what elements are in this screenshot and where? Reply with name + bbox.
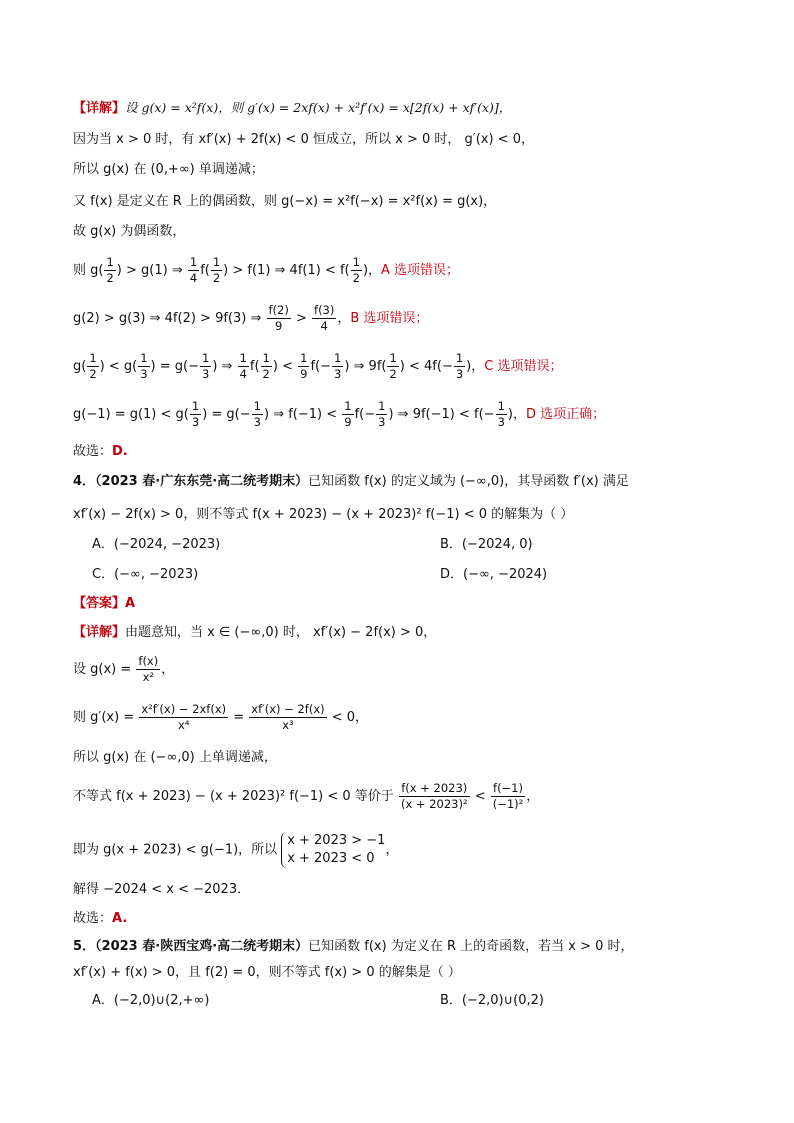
detail-line-6: 则 g( $\frac{1}{2}$ ) > g(1) ⇒ $\frac{1}{4}$ f( $\frac{1}{2}$ ) > f(1) ⇒ 4f(1) < f( $\frac{1}{2}$ )，A 选项错误； [73,255,460,285]
fraction: $\frac{1}{3}$ [497,399,505,429]
fraction: $\frac{1}{3}$ [202,351,210,381]
answer-choice: D. [112,444,128,459]
fraction: $\frac{1}{2}$ [212,255,221,285]
question-5-stem-line-1: 5．（2023 春·陕西宝鸡·高二统考期末）已知函数 f(x) 为定义在 R 上的奇函数，若当 x > 0 时， [73,939,634,954]
fraction: $\frac{1}{2}$ [389,351,397,381]
fraction: $\frac{\text{x²f′(x) − 2xf(x)}}{\text{x⁴}}$ [141,702,227,732]
fraction: $\frac{1}{2}$ [89,351,97,381]
question-4-answer [73,594,734,614]
detail-tag: 【详解】 [73,625,126,640]
question-4-detail-line-2: 设 g(x) = $\frac{f(x)}{\text{x²}}$ ， [73,654,175,684]
question-number: 5． [73,939,96,954]
option-verdict: D 选项正确； [525,407,606,422]
answer-tag: 【答案】 [73,596,126,611]
question-4-detail-line-7: 解得 −2024 < x < −2023． [73,882,251,897]
question-4-detail-line-1: 【详解】由题意知，当 x ∈ (−∞,0) 时， xf′(x) − 2f(x) > 0， [73,625,437,640]
fraction: $\frac{f(x)}{\text{x²}}$ [138,654,159,684]
fraction: $\frac{xf'(x) - 2f(x)}{\text{x³}}$ [251,702,325,732]
answer-choice: A. [112,911,128,926]
question-4-detail-line-3: 则 g′(x) = $\frac{\text{x²f′(x) − 2xf(x)}}{\text{x⁴}}$ = $\frac{xf'(x) - 2f(x)}{\text{x³}}$ < 0， [73,702,369,732]
option-b: B．(−2,0)∪(0,2) [440,993,544,1008]
fraction: $\frac{1}{3}$ [191,399,200,429]
fraction: $\frac{1}{2}$ [106,255,114,285]
fraction: $\frac{f(-1)}{\text{(−1)²}}$ [492,781,524,811]
option-d: D．(−∞, −2024) [440,567,548,582]
question-4-options-row-2 [92,565,734,585]
question-5-stem-line-2: xf′(x) + f(x) > 0，且 f(2) = 0，则不等式 f(x) > 0 的解集是（ ） [73,965,461,980]
question-4-detail-line-6: 即为 g(x + 2023) < g(−1)，所以 x + 2023 > −1 x + 2023 < 0 ， [73,833,399,866]
question-5-options-row-1 [92,991,734,1011]
detail-line-8: g( $\frac{1}{2}$ ) < g( $\frac{1}{3}$ ) = g(− $\frac{1}{3}$ ) ⇒ $\frac{1}{4}$ f( $\frac{1}{2}$ ) < $\frac{1}{9}$ f(− $\frac{1}{3}$ ) ⇒ 9f( $\frac{1}{2}$ ) < 4f(− $\frac{1}{3}$ )，C 选项错误； [73,351,563,381]
detail-line-2: 因为当 x > 0 时，有 xf′(x) + 2f(x) < 0 恒成立，所以 x > 0 时， g′(x) < 0， [73,132,534,147]
fraction: $\frac{1}{3}$ [378,399,386,429]
fraction: $\frac{1}{2}$ [352,255,360,285]
fraction: $\frac{1}{3}$ [140,351,148,381]
detail-tag: 【详解】 [73,101,126,116]
question-source: （2023 春·广东东莞·高二统考期末） [95,474,309,489]
detail-line-1: 【详解】设 g(x) = x²f(x)，则 g′(x) = 2xf(x) + x²f′(x) = x[2f(x) + xf′(x)]， [73,100,512,116]
fraction: $\frac{f(3)}{4}$ [314,303,335,333]
question-4-stem-line-2: xf′(x) − 2f(x) > 0，则不等式 f(x + 2023) − (x + 2023)² f(−1) < 0 的解集为（ ） [73,507,574,522]
inequality-system: x + 2023 > −1 x + 2023 < 0 [281,832,385,868]
question-4-stem-line-1: 4．（2023 春·广东东莞·高二统考期末）已知函数 f(x) 的定义域为 (−∞,0)，其导函数 f′(x) 满足 [73,474,629,489]
detail-line-10: 故选：D. [73,444,128,459]
question-4-detail-line-5: 不等式 f(x + 2023) − (x + 2023)² f(−1) < 0 等价于 $\frac{f(x + 2023)}{\text{(x + 2023)²}}$ < $\frac{f(-1)}{\text{(−1)²}}$ ， [73,781,540,811]
fraction: $\frac{1}{3}$ [253,399,261,429]
question-4-detail-line-8: 故选：A. [73,911,128,926]
option-verdict: A 选项错误； [381,263,460,278]
fraction: $\frac{f(x + 2023)}{\text{(x + 2023)²}}$ [400,781,468,811]
detail-line-5: 故 g(x) 为偶函数， [73,224,186,239]
option-verdict: C 选项错误； [484,359,563,374]
option-a: A．(−2,0)∪(2,+∞) [92,993,210,1008]
fraction: $\frac{1}{3}$ [455,351,464,381]
question-source: （2023 春·陕西宝鸡·高二统考期末） [95,939,309,954]
option-a: A．(−2024, −2023) [92,537,221,552]
detail-line-9: g(−1) = g(1) < g( $\frac{1}{3}$ ) = g(− $\frac{1}{3}$ ) ⇒ f(−1) < $\frac{1}{9}$ f(− $\frac{1}{3}$ ) ⇒ 9f(−1) < f(− $\frac{1}{3}$ )，D 选项正确； [73,399,606,429]
answer-value: A [125,596,136,611]
fraction: $\frac{1}{4}$ [189,255,198,285]
question-4-options-row-1 [92,535,734,555]
fraction: $\frac{f(2)}{9}$ [268,303,289,333]
fraction: $\frac{1}{9}$ [300,351,308,381]
option-verdict: B 选项错误； [350,311,429,326]
option-b: B．(−2024, 0) [440,537,533,552]
option-c: C．(−∞, −2023) [92,567,199,582]
question-number: 4． [73,474,96,489]
question-4-detail-line-4: 所以 g(x) 在 (−∞,0) 上单调递减， [73,750,277,765]
fraction: $\frac{1}{2}$ [262,351,270,381]
detail-line-3: 所以 g(x) 在 (0,+∞) 单调递减； [73,162,264,177]
fraction: $\frac{1}{3}$ [333,351,342,381]
fraction: $\frac{1}{4}$ [239,351,247,381]
detail-line-7: g(2) > g(3) ⇒ 4f(2) > 9f(3) ⇒ $\frac{f(2)}{9}$ > $\frac{f(3)}{4}$ ，B 选项错误； [73,303,429,333]
detail-line-4: 又 f(x) 是定义在 R 上的偶函数，则 g(−x) = x²f(−x) = x²f(x) = g(x)， [73,194,497,209]
fraction: $\frac{1}{9}$ [344,399,352,429]
